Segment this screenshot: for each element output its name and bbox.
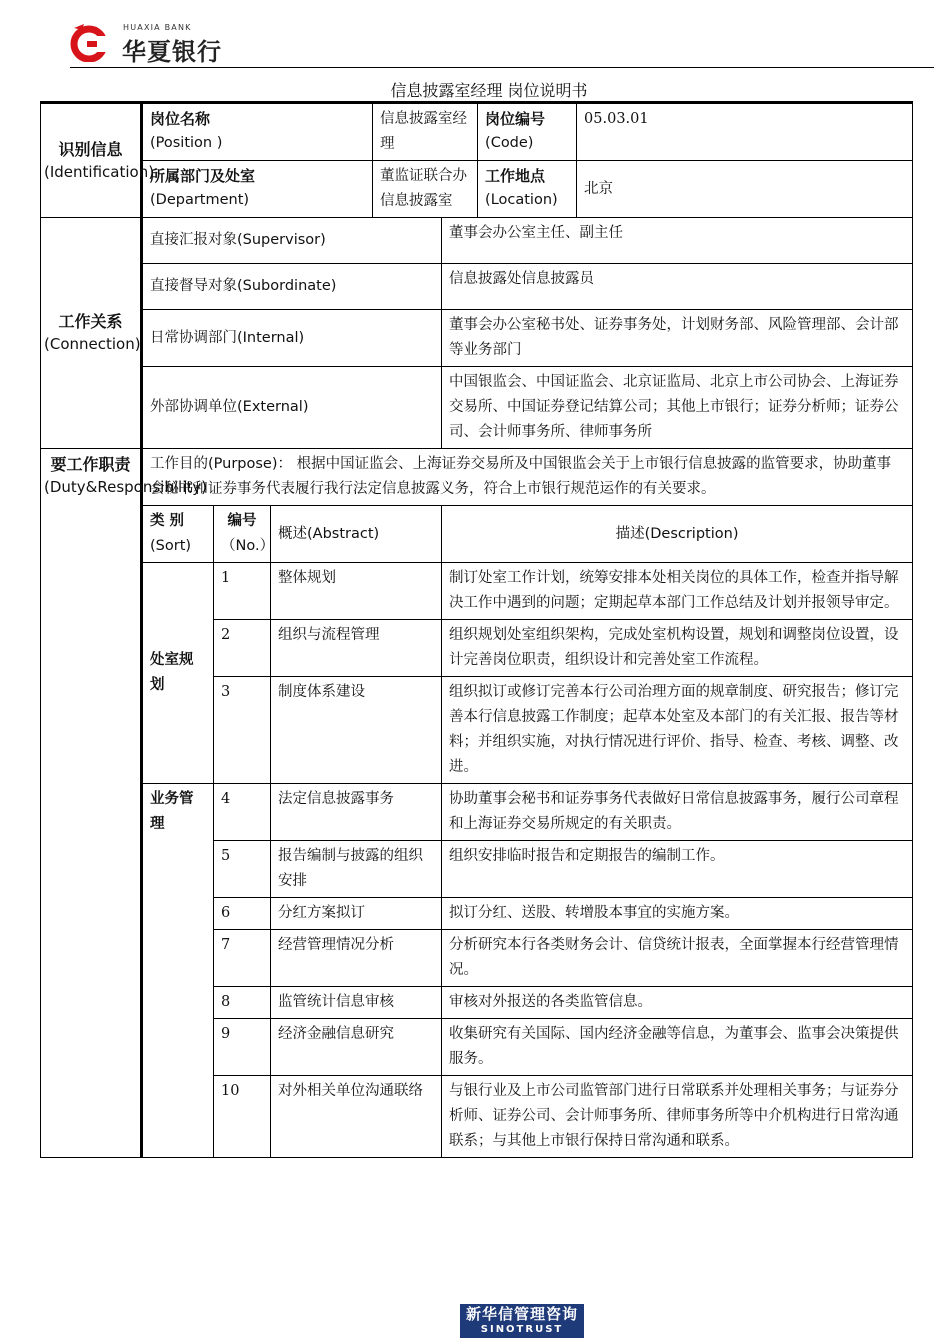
item-description: 组织规划处室组织架构，完成处室机构设置，规划和调整岗位设置，设计完善岗位职责，组织设计和完善处室工作流程。 [442,620,913,677]
internal-label: 日常协调部门(Internal) [142,310,442,367]
item-description: 分析研究本行各类财务会计、信贷统计报表，全面掌握本行经营管理情况。 [442,930,913,987]
item-no: 4 [214,784,271,841]
item-abstract: 整体规划 [271,563,442,620]
item-no: 3 [214,677,271,784]
job-description-table [40,101,913,1158]
item-abstract: 组织与流程管理 [271,620,442,677]
item-no: 1 [214,563,271,620]
item-abstract: 经济金融信息研究 [271,1019,442,1076]
item-description: 组织安排临时报告和定期报告的编制工作。 [442,841,913,898]
identification-section: 识别信息 (Identification) [41,103,142,218]
location-value: 北京 [577,161,913,218]
item-no: 8 [214,987,271,1019]
item-description: 拟订分红、送股、转增股本事宜的实施方案。 [442,898,913,930]
item-no: 10 [214,1076,271,1158]
code-value: 05.03.01 [577,103,913,161]
item-description: 协助董事会秘书和证券事务代表做好日常信息披露事务，履行公司章程和上海证券交易所规定的有关职责。 [442,784,913,841]
sort-header: 类 别 (Sort) [142,506,214,563]
purpose-row [41,449,913,506]
abstract-header: 概述(Abstract) [271,506,442,563]
item-abstract: 制度体系建设 [271,677,442,784]
location-label-cell: 工作地点 (Location) [478,161,577,218]
subordinate-value: 信息披露处信息披露员 [442,264,913,310]
item-no: 2 [214,620,271,677]
item-no: 5 [214,841,271,898]
item-abstract: 经营管理情况分析 [271,930,442,987]
item-description: 组织拟订或修订完善本行公司治理方面的规章制度、研究报告；修订完善本行信息披露工作制度；起草本处室及本部门的有关汇报、报告等材料；并组织实施，对执行情况进行评价、指导、检查、考核、调整、改进。 [442,677,913,784]
connection-row [41,310,913,367]
header-divider [70,67,934,68]
no-header: 编号 （No.） [214,506,271,563]
item-no: 6 [214,898,271,930]
description-header: 描述(Description) [442,506,913,563]
duty-header-row [41,506,913,563]
external-label: 外部协调单位(External) [142,367,442,449]
connection-row [41,264,913,310]
subordinate-label: 直接督导对象(Subordinate) [142,264,442,310]
external-value: 中国银监会、中国证监会、北京证监局、北京上市公司协会、上海证券交易所、中国证券登记结算公司；其他上市银行；证券分析师；证券公司、会计师事务所、律师事务所 [442,367,913,449]
duty-section: 要工作职责 (Duty&Responsibility) [41,449,142,1158]
category-cell: 处室规划 [142,563,214,784]
item-no: 7 [214,930,271,987]
item-description: 审核对外报送的各类监管信息。 [442,987,913,1019]
bank-name-cn: 华夏银行 [122,38,222,66]
sinotrust-logo-en: SINOTRUST [480,1324,564,1335]
category-cell: 业务管理 [142,784,214,1158]
huaxia-bank-logo-icon [70,24,110,62]
code-label-cell: 岗位编号 (Code) [478,103,577,161]
item-abstract: 监管统计信息审核 [271,987,442,1019]
connection-row [41,367,913,449]
internal-value: 董事会办公室秘书处、证券事务处，计划财务部、风险管理部、会计部等业务部门 [442,310,913,367]
sinotrust-logo [460,1304,584,1338]
document-title: 信息披露室经理 岗位说明书 [390,81,588,100]
position-value: 信息披露室经理 [373,103,478,161]
item-abstract: 法定信息披露事务 [271,784,442,841]
connection-section: 工作关系 (Connection) [41,218,142,449]
bank-name-en: HUAXIA BANK [123,23,192,32]
item-description: 与银行业及上市公司监管部门进行日常联系并处理相关事务；与证券分析师、证券公司、会计师事务所、律师事务所等中介机构进行日常沟通联系；与其他上市银行保持日常沟通和联系。 [442,1076,913,1158]
supervisor-value: 董事会办公室主任、副主任 [442,218,913,264]
item-abstract: 报告编制与披露的组织安排 [271,841,442,898]
identification-row-1 [41,103,913,161]
purpose-text: 根据中国证监会、上海证券交易所及中国银监会关于上市银行信息披露的监管要求，协助董事会秘书和证券事务代表履行我行法定信息披露义务，符合上市银行规范运作的有关要求。 [150,456,892,497]
page-header [0,0,950,70]
duty-item-row [41,563,913,620]
sinotrust-logo-cn: 新华信管理咨询 [465,1305,578,1323]
item-abstract: 对外相关单位沟通联络 [271,1076,442,1158]
item-description: 收集研究有关国际、国内经济金融等信息，为董事会、监事会决策提供服务。 [442,1019,913,1076]
item-no: 9 [214,1019,271,1076]
position-label-cell: 岗位名称 (Position ) [142,103,373,161]
purpose-cell [142,449,913,506]
connection-row [41,218,913,264]
item-abstract: 分红方案拟订 [271,898,442,930]
duty-item-row [41,784,913,841]
dept-value: 董监证联合办信息披露室 [373,161,478,218]
item-description: 制订处室工作计划，统筹安排本处相关岗位的具体工作，检查并指导解决工作中遇到的问题；定期起草本部门工作总结及计划并报领导审定。 [442,563,913,620]
supervisor-label: 直接汇报对象(Supervisor) [142,218,442,264]
dept-label-cell: 所属部门及处室 (Department) [142,161,373,218]
purpose-label: 工作目的(Purpose)： [150,456,293,472]
identification-row-2 [41,161,913,218]
